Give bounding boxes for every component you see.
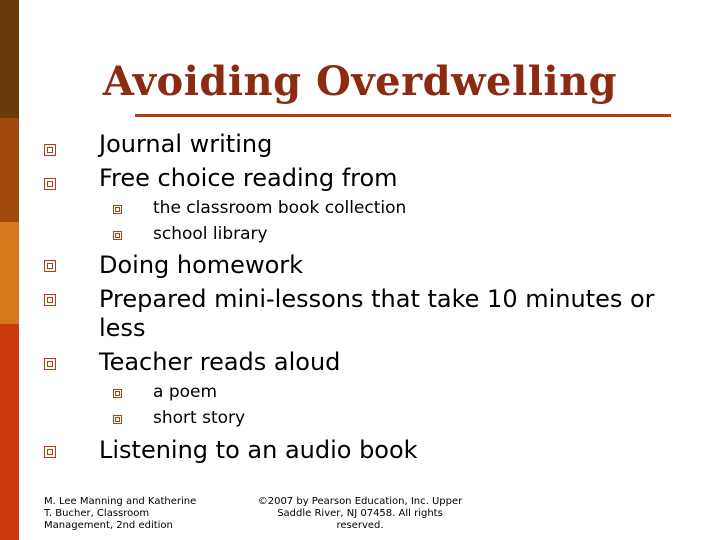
slide-title: Avoiding Overdwelling — [102, 58, 618, 105]
footer-line: ©2007 by Pearson Education, Inc. Upper — [257, 496, 463, 507]
bullet-text: Free choice reading from — [99, 164, 398, 192]
sub-bullet-text: short story — [153, 408, 246, 428]
footer-line: reserved. — [336, 520, 384, 531]
side-bar-segment — [0, 222, 19, 324]
side-bar-segment — [0, 324, 19, 540]
footer-line: T. Bucher, Classroom — [44, 508, 150, 519]
bullet-text: Doing homework — [99, 251, 304, 279]
footer-line: Saddle River, NJ 07458. All rights — [277, 508, 443, 519]
bullet-text-continuation: less — [99, 314, 146, 342]
sub-bullet-text: the classroom book collection — [153, 198, 407, 218]
bullet-text: Prepared mini-lessons that take 10 minutes or — [99, 285, 655, 313]
footer-line: M. Lee Manning and Katherine — [44, 496, 197, 507]
footer-line: Management, 2nd edition — [44, 520, 173, 531]
bullet-text: Journal writing — [99, 130, 273, 158]
bullet-text: Teacher reads aloud — [99, 348, 341, 376]
footer-citation — [44, 496, 214, 532]
side-bar-segment — [0, 118, 19, 222]
title-rule — [135, 114, 671, 117]
footer-copyright — [250, 496, 470, 532]
sub-bullet-text: a poem — [153, 382, 218, 402]
sub-bullet-text: school library — [153, 224, 268, 244]
bullet-text: Listening to an audio book — [99, 436, 418, 464]
